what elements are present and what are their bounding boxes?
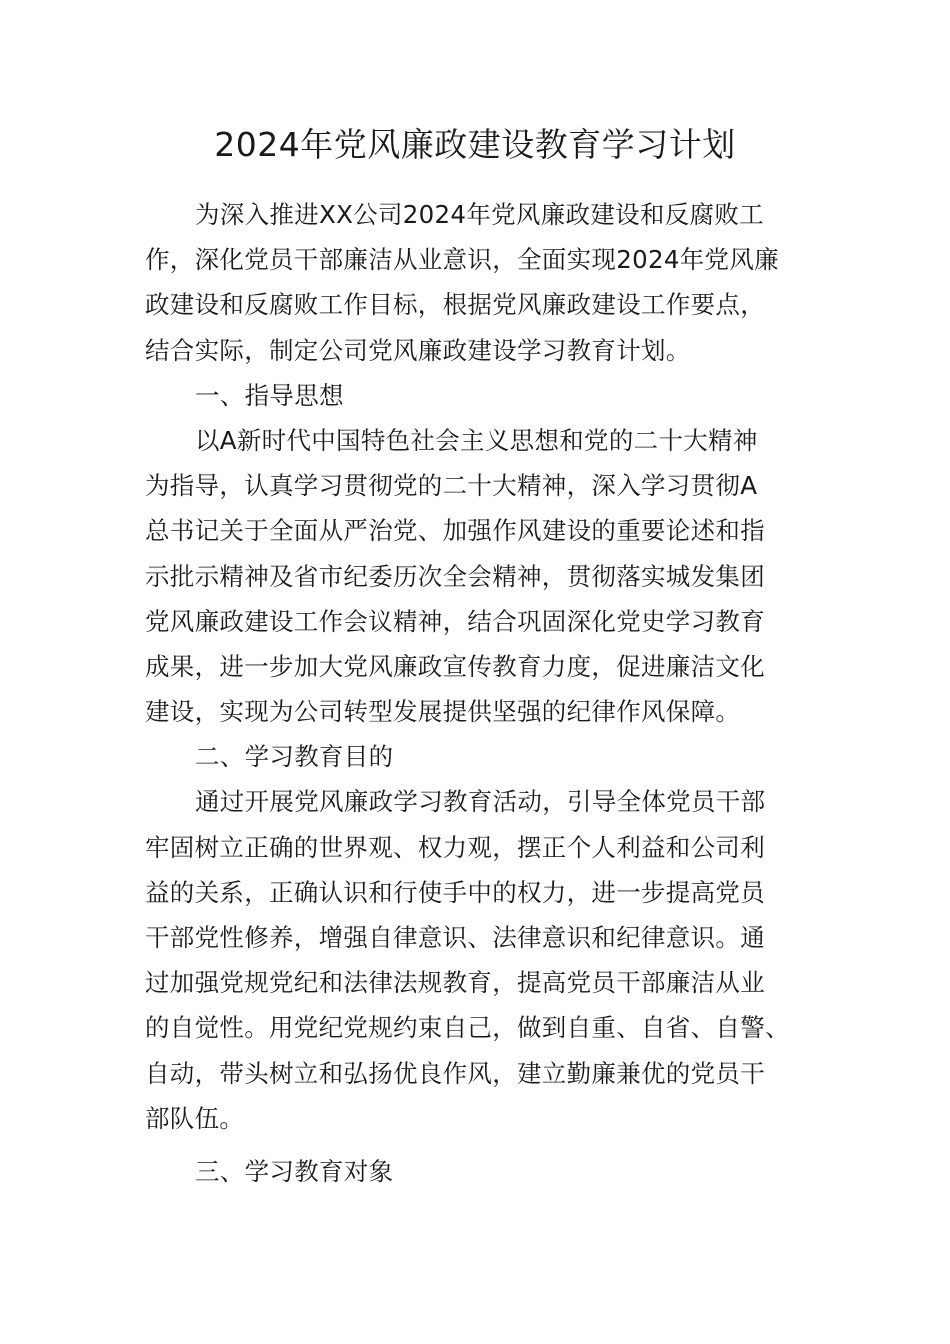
document-title: 2024年党风廉政建设教育学习计划 (214, 125, 736, 164)
paragraph-line: 作，深化党员干部廉洁从业意识，全面实现2024年党风廉 (145, 245, 779, 275)
paragraph-line: 党风廉政建设工作会议精神，结合巩固深化党史学习教育 (145, 606, 765, 636)
paragraph-line: 为深入推进XX公司2024年党风廉政建设和反腐败工 (195, 200, 764, 229)
paragraph-line: 的自觉性。用党纪党规约束自己，做到自重、自省、自警、 (145, 1013, 790, 1043)
paragraph-line: 牢固树立正确的世界观、权力观，摆正个人利益和公司利 (145, 832, 765, 862)
paragraph-line: 总书记关于全面从严治党、加强作风建设的重要论述和指 (145, 516, 765, 546)
section1-paragraph (145, 418, 815, 734)
paragraph-line: 以A新时代中国特色社会主义思想和党的二十大精神 (195, 425, 758, 455)
paragraph-line: 示批示精神及省市纪委历次全会精神，贯彻落实城发集团 (145, 561, 765, 591)
paragraph-line: 政建设和反腐败工作目标，根据党风廉政建设工作要点， (145, 290, 765, 320)
paragraph-line: 为指导，认真学习贯彻党的二十大精神，深入学习贯彻A (145, 471, 758, 501)
spacer (145, 1141, 815, 1149)
paragraph-line: 干部党性修养，增强自律意识、法律意识和纪律意识。通 (145, 923, 765, 952)
paragraph-line: 过加强党规党纪和法律法规教育，提高党员干部廉洁从业 (145, 968, 765, 998)
paragraph-line: 成果，进一步加大党风廉政宣传教育力度，促进廉洁文化 (145, 651, 765, 681)
paragraph-line: 通过开展党风廉政学习教育活动，引导全体党员干部 (195, 787, 766, 817)
section-heading-audience: 三、学习教育对象 (195, 1156, 394, 1186)
section-heading-guiding-ideology: 一、指导思想 (195, 380, 344, 410)
paragraph-line: 自动，带头树立和弘扬优良作风，建立勤廉兼优的党员干 (145, 1058, 765, 1088)
paragraph-line: 部队伍。 (145, 1103, 245, 1133)
intro-paragraph (145, 192, 815, 373)
section-heading-purpose: 二、学习教育目的 (195, 742, 394, 772)
paragraph-line: 建设，实现为公司转型发展提供坚强的纪律作风保障。 (145, 697, 741, 727)
paragraph-line: 结合实际，制定公司党风廉政建设学习教育计划。 (145, 335, 691, 365)
paragraph-line: 益的关系，正确认识和行使手中的权力，进一步提高党员 (145, 877, 765, 907)
section2-paragraph (145, 779, 815, 1141)
document-body (145, 192, 815, 1194)
